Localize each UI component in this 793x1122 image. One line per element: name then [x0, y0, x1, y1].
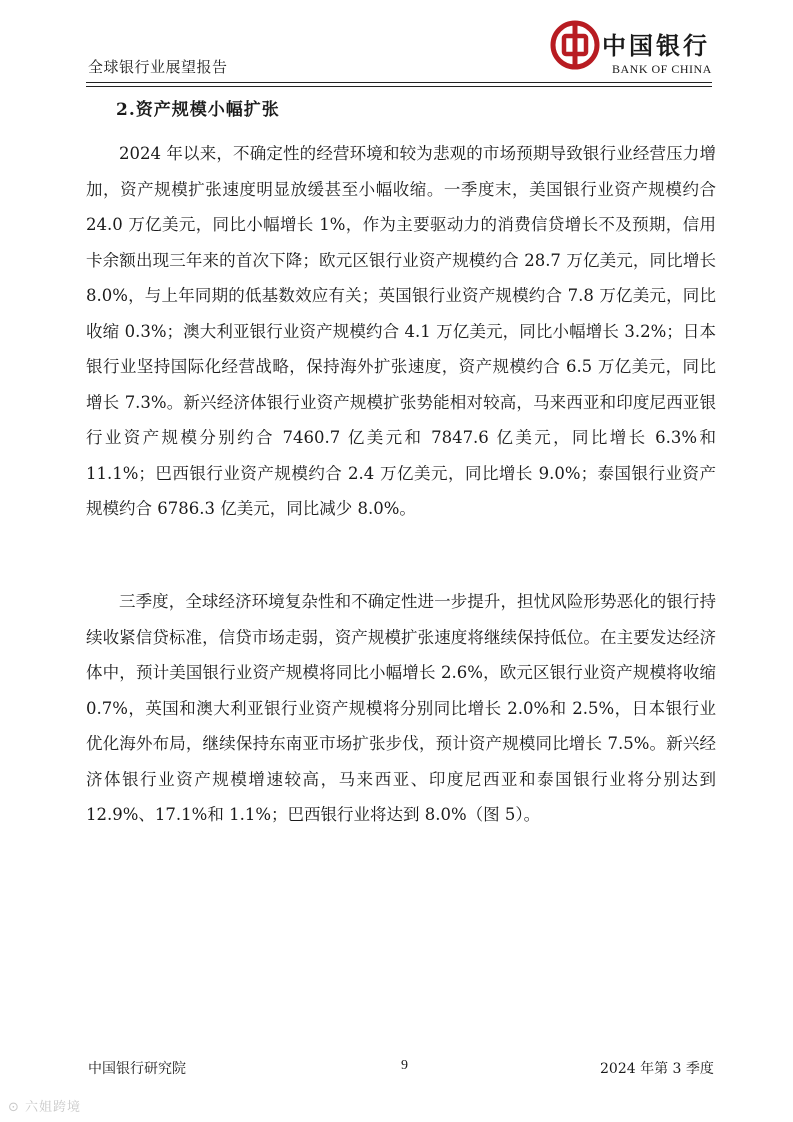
bank-of-china-logo	[550, 16, 720, 80]
footer-period: 2024 年第 3 季度	[600, 1061, 714, 1077]
logo-english-name: BANK OF CHINA	[612, 62, 712, 76]
watermark-text: 六姐跨境	[25, 1100, 82, 1115]
watermark	[8, 1096, 81, 1115]
logo-chinese-name: 中国银行	[602, 31, 710, 60]
section-heading: 2.资产规模小幅扩张	[116, 100, 280, 120]
footer-page-number: 9	[401, 1058, 408, 1073]
report-title: 全球银行业展望报告	[88, 58, 228, 76]
header-divider	[86, 82, 712, 83]
footer-institute: 中国银行研究院	[88, 1061, 186, 1077]
body-paragraph-2: 三季度，全球经济环境复杂性和不确定性进一步提升，担忧风险形势恶化的银行持续收紧信贷标准，信贷市场走弱，资产规模扩张速度将继续保持低位。在主要发达经济体中，预计美国银行业资产规模将同比小幅增长 2.6%，欧元区银行业资产规模将收缩 0.7%，英国和澳大利亚银行业资产规模将分别同比增长 2.0%和 2.5%，日本银行业优化海外布局，继续保持东南亚市场扩张步伐，预计资产规模同比增长 7.5%。新兴经济体银行业资产规模增速较高，马来西亚、印度尼西亚和泰国银行业将分别达到 12.9%、17.1%和 1.1%；巴西银行业将达到 8.0%（图 5）。	[86, 592, 716, 824]
boc-emblem-icon	[550, 20, 600, 70]
header-divider-thin	[86, 86, 712, 87]
body-paragraph-1: 2024 年以来，不确定性的经营环境和较为悲观的市场预期导致银行业经营压力增加，资产规模扩张速度明显放缓甚至小幅收缩。一季度末，美国银行业资产规模约合 24.0 万亿美元，同比小幅增长 1%，作为主要驱动力的消费信贷增长不及预期，信用卡余额出现三年来的首次下降；欧元区银行业资产规模约合 28.7 万亿美元，同比增长 8.0%，与上年同期的低基数效应有关；英国银行业资产规模约合 7.8 万亿美元，同比收缩 0.3%；澳大利亚银行业资产规模约合 4.1 万亿美元，同比小幅增长 3.2%；日本银行业坚持国际化经营战略，保持海外扩张速度，资产规模约合 6.5 万亿美元，同比增长 7.3%。新兴经济体银行业资产规模扩张势能相对较高，马来西亚和印度尼西亚银行业资产规模分别约合 7460.7 亿美元和 7847.6 亿美元，同比增长 6.3%和 11.1%；巴西银行业资产规模约合 2.4 万亿美元，同比增长 9.0%；泰国银行业资产规模约合 6786.3 亿美元，同比减少 8.0%。	[86, 144, 716, 518]
watermark-icon: ⊙	[8, 1100, 26, 1115]
